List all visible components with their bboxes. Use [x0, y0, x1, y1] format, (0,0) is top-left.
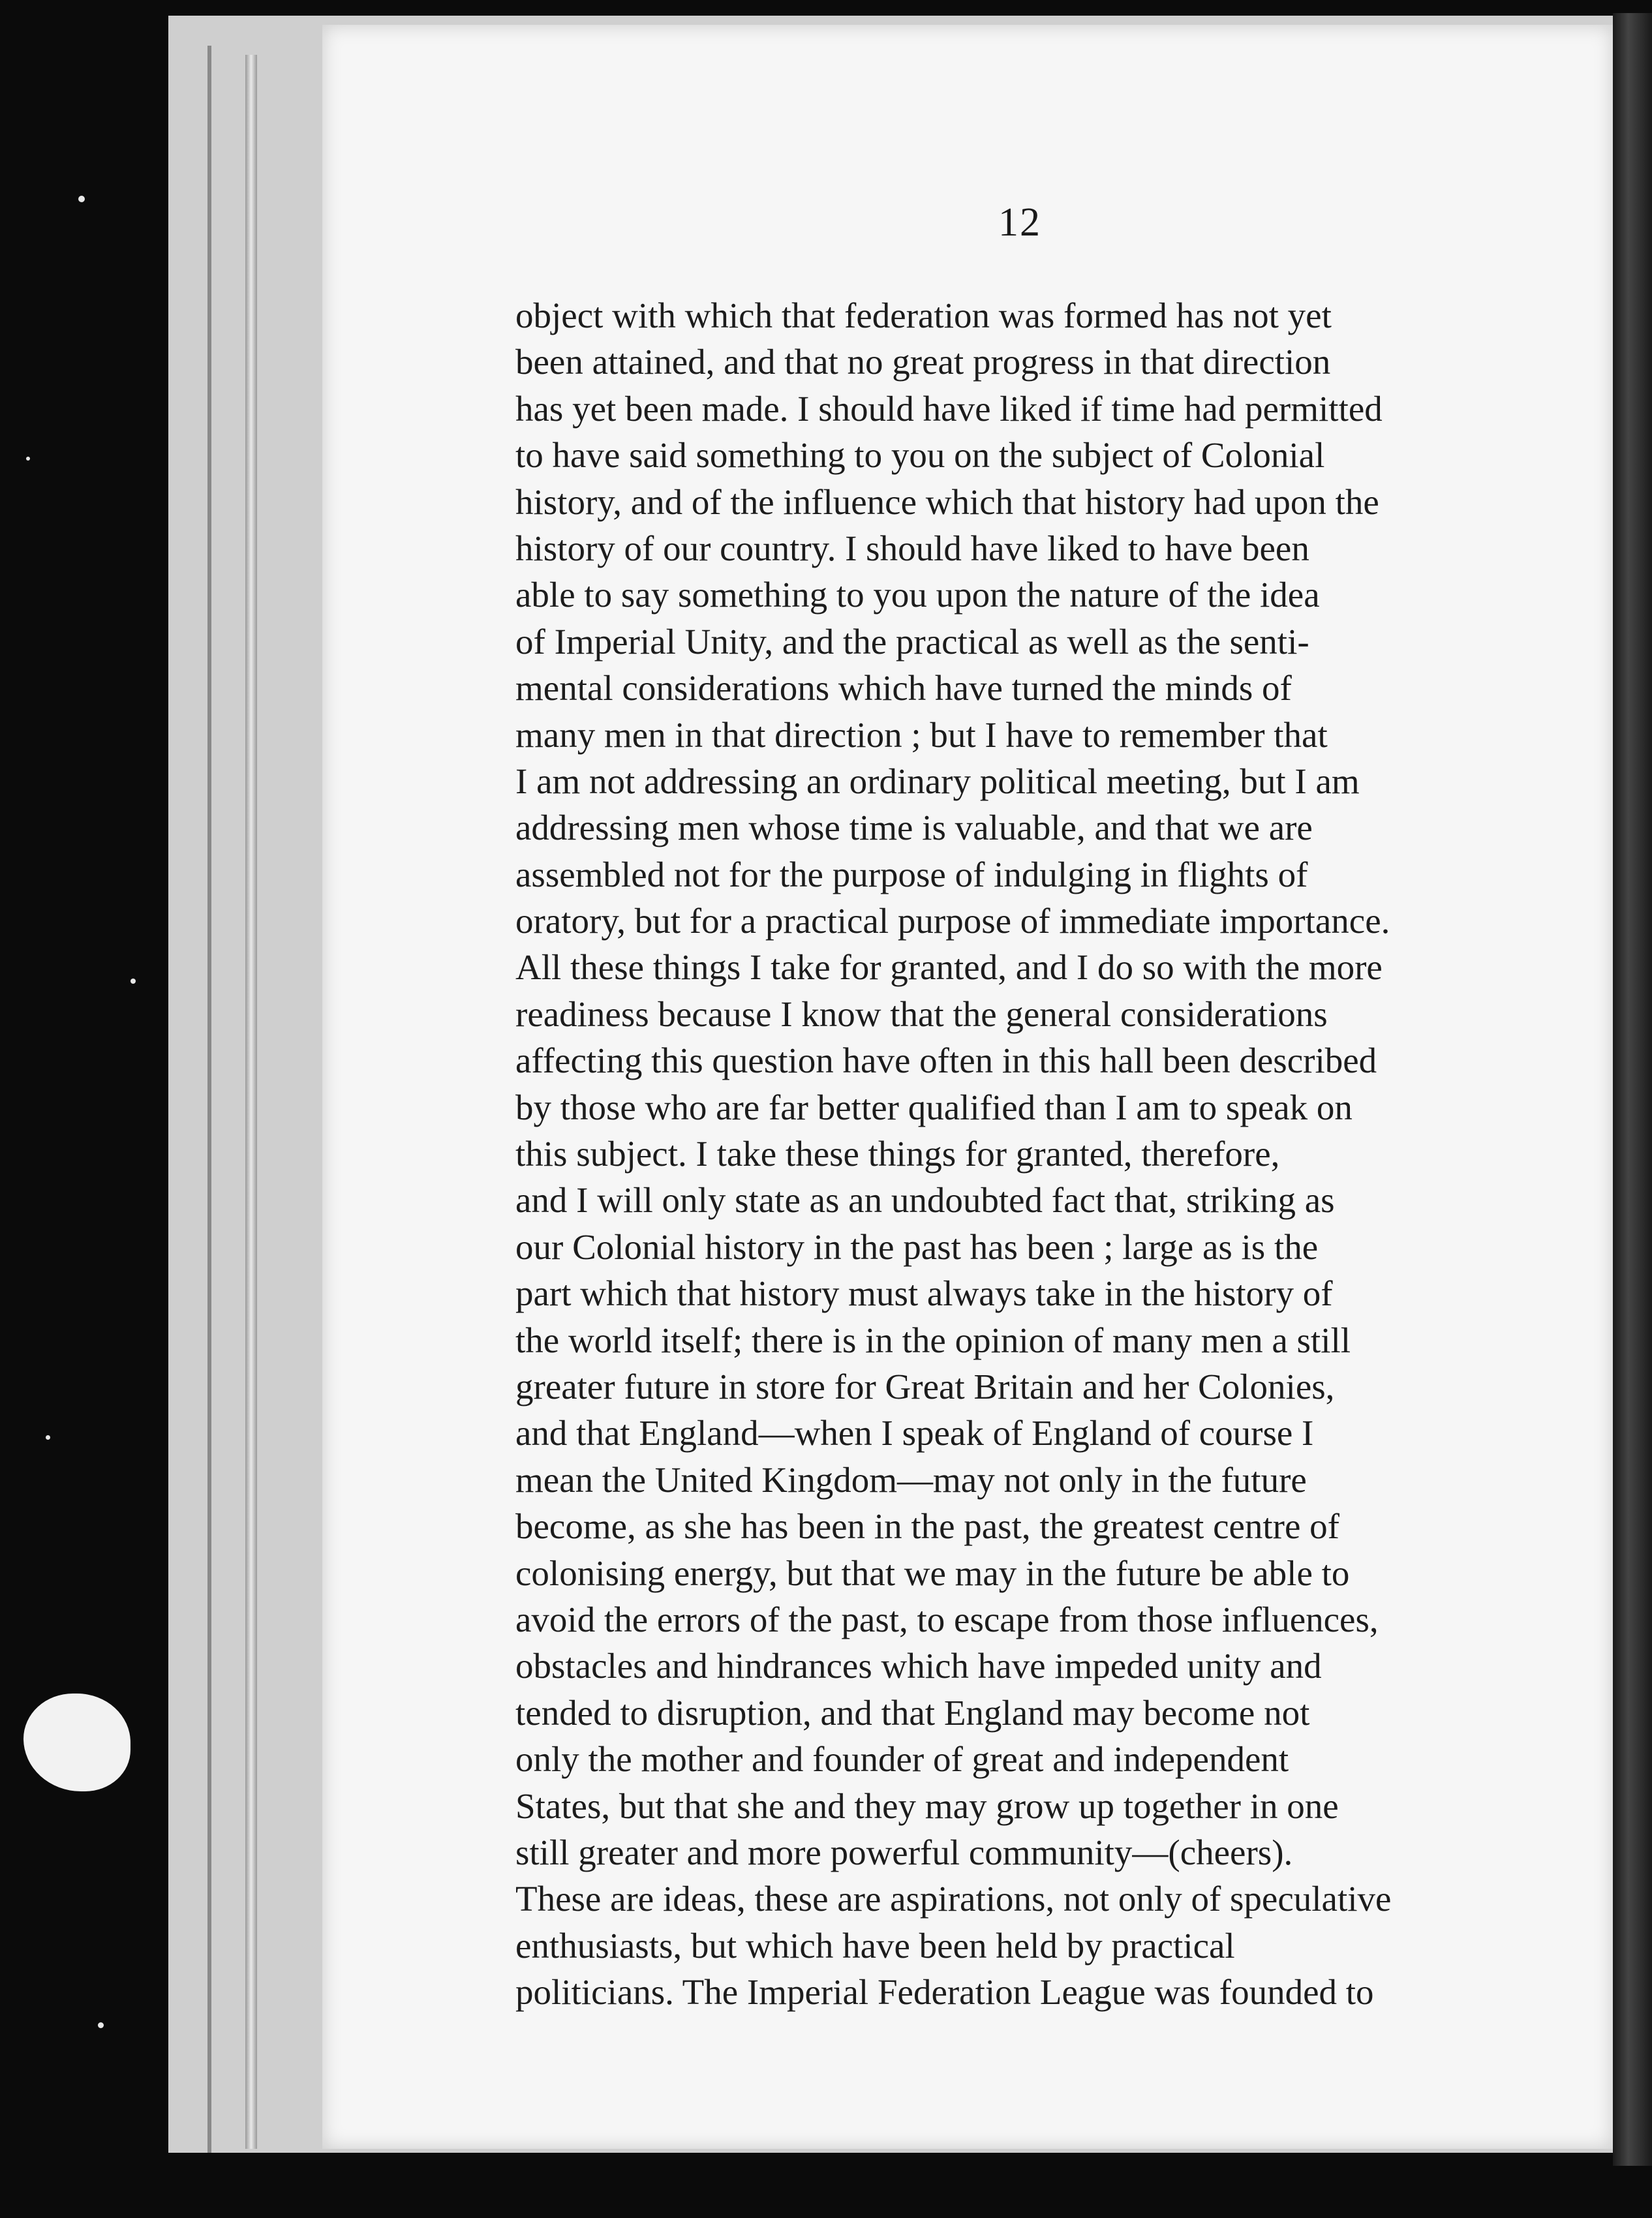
- text-line: avoid the errors of the past, to escape from those influences,: [515, 1599, 1379, 1639]
- text-line: These are ideas, these are aspirations, not only of speculative: [515, 1879, 1392, 1919]
- page-number: 12: [998, 200, 1041, 245]
- text-line: to have said something to you on the subject of Colonial: [515, 435, 1325, 476]
- mount-fold: [245, 55, 257, 2149]
- text-line: enthusiasts, but which have been held by practical: [515, 1925, 1235, 1966]
- text-line: our Colonial history in the past has been ; large as is the: [515, 1226, 1319, 1267]
- text-line: mean the United Kingdom—may not only in the future: [515, 1459, 1307, 1500]
- text-line: this subject. I take these things for granted, therefore,: [515, 1134, 1280, 1174]
- text-line: mental considerations which have turned the minds of: [515, 668, 1292, 708]
- background-speck: [98, 2022, 104, 2028]
- text-line: greater future in store for Great Britain and her Colonies,: [515, 1366, 1335, 1406]
- text-line: the world itself; there is in the opinion of many men a still: [515, 1320, 1351, 1360]
- text-line: All these things I take for granted, and I do so with the more: [515, 947, 1383, 988]
- text-line: assembled not for the purpose of indulging in flights of: [515, 854, 1308, 894]
- text-line: readiness because I know that the general considerations: [515, 994, 1328, 1034]
- paper-fragment: [23, 1694, 130, 1791]
- text-line: able to say something to you upon the nature of the idea: [515, 575, 1320, 615]
- text-line: history of our country. I should have liked to have been: [515, 528, 1309, 568]
- background-speck: [78, 196, 85, 202]
- text-line: obstacles and hindrances which have impeded unity and: [515, 1646, 1322, 1686]
- mount-edge-line: [207, 46, 211, 2153]
- text-line: and that England—when I speak of England of course I: [515, 1413, 1314, 1453]
- background-speck: [46, 1435, 50, 1440]
- text-line: affecting this question have often in this hall been described: [515, 1041, 1377, 1081]
- text-line: of Imperial Unity, and the practical as well as the senti-: [515, 621, 1309, 661]
- text-line: been attained, and that no great progress in that direction: [515, 342, 1331, 382]
- text-line: become, as she has been in the past, the greatest centre of: [515, 1506, 1339, 1547]
- text-line: colonising energy, but that we may in the future be able to: [515, 1553, 1350, 1593]
- text-line: politicians. The Imperial Federation League was founded to: [515, 1972, 1374, 2013]
- text-line: States, but that she and they may grow up together in one: [515, 1785, 1339, 1826]
- text-line: history, and of the influence which that history had upon the: [515, 481, 1379, 522]
- text-line: only the mother and founder of great and independent: [515, 1739, 1289, 1780]
- text-line: tended to disruption, and that England may become not: [515, 1692, 1310, 1733]
- text-line: I am not addressing an ordinary political meeting, but I am: [515, 761, 1360, 801]
- text-line: has yet been made. I should have liked if time had permitted: [515, 388, 1383, 429]
- text-line: oratory, but for a practical purpose of immediate importance.: [515, 901, 1390, 941]
- text-line: many men in that direction ; but I have to remember that: [515, 714, 1328, 755]
- text-line: still greater and more powerful community—(cheers).: [515, 1832, 1293, 1872]
- text-line: object with which that federation was formed has not yet: [515, 296, 1332, 335]
- book-page: [322, 25, 1613, 2149]
- text-line: and I will only state as an undoubted fact that, striking as: [515, 1180, 1335, 1221]
- background-speck: [130, 979, 136, 984]
- text-line: part which that history must always take in the history of: [515, 1273, 1333, 1314]
- text-line: by those who are far better qualified than I am to speak on: [515, 1087, 1353, 1127]
- body-text: [515, 292, 1392, 2015]
- background-speck: [26, 457, 30, 461]
- text-line: addressing men whose time is valuable, and that we are: [515, 808, 1313, 848]
- scan-edge-shadow: [1613, 13, 1652, 2166]
